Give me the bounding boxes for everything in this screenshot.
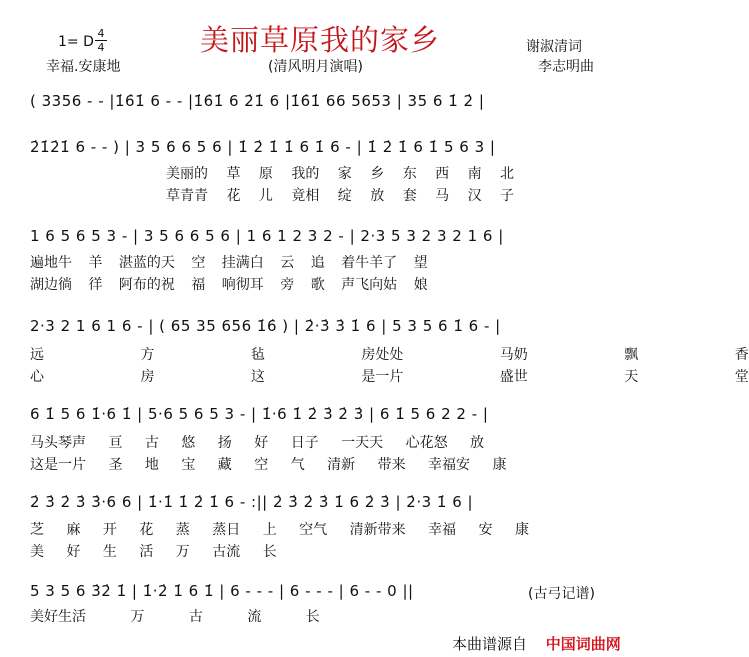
score-row-6-notes: 2̇ 3̇ 2̇ 3̇ 3̇·6 6 | 1̇·1̇ 1̇ 2̇ 1̇ 6 - :|| 2̇ 3̇ 2̇ 3̇ 1̇ 6 2̇ 3̇ | 2̇·3 1̇ 6 |: [30, 493, 474, 511]
performer: (清风明月演唱): [268, 59, 363, 75]
time-sig-bottom: 4: [97, 41, 105, 54]
score-row-2-lyrics-1: 美丽的 草 原 我的 家 乡 东 西 南 北: [166, 166, 515, 182]
score-row-2-notes: 2̇1̇2̇1̇ 6 - - ) | 3 5 6 6 5 6 | 1̇ 2̇ 1̇ 1̇ 6 1̇ 6 - | 1̇ 2̇ 1̇ 6 1̇ 5 6 3 |: [30, 138, 496, 156]
score-row-6-lyrics-1: 芝 麻 开 花 蒸 蒸日 上 空气 清新带来 幸福 安 康: [30, 522, 529, 538]
score-row-3-notes: 1 6 5 6 5 3 - | 3 5 6 6 5 6 | 1 6 1 2 3 2 - | 2·3 5 3 2 3 2 1 6 |: [30, 227, 504, 245]
tempo-marking: 幸福.安康地: [46, 59, 121, 75]
score-row-7-lyrics-1: 美好生活 万 古 流 长: [30, 609, 320, 625]
score-row-3-lyrics-2: 湖边徜 徉 阿布的祝 福 响彻耳 旁 歌 声飞向姑 娘: [30, 277, 428, 293]
transcriber-note: (古弓记谱): [528, 586, 595, 602]
score-row-7-notes: 5 3 5 6 3̇2̇ 1̇ | 1̇·2̇ 1̇ 6 1̇ | 6 - - - | 6 - - - | 6 - - 0 ||: [30, 582, 414, 600]
time-sig-top: 4: [97, 27, 105, 40]
composer: 李志明曲: [538, 59, 594, 75]
footer-source-label: 本曲谱源自: [452, 635, 528, 653]
score-row-4-lyrics-2: 心 房 这 是一片 盛世 天 堂: [30, 369, 749, 385]
song-title: 美丽草原我的家乡: [200, 23, 441, 57]
score-row-6-lyrics-2: 美 好 生 活 万 古流 长: [30, 544, 277, 560]
score-row-5-lyrics-2: 这是一片 圣 地 宝 藏 空 气 清新 带来 幸福安 康: [30, 457, 507, 473]
lyricist: 谢淑清词: [526, 39, 582, 55]
score-row-1-notes: ( 3356 - - |1̇6̇1̇ 6 - - |1̇6̇1̇ 6 2̇1̇ 6 |1̇6̇1̇ 66 5653 | 35 6 1̇ 2̇ |: [30, 92, 485, 110]
time-signature: [95, 28, 107, 53]
score-row-4-notes: 2·3 2 1 6 1 6 - | ( 65 35 656 1̇6̇ ) | 2̇·3̇ 3̇ 1̇ 6 | 5 3 5 6 1̇ 6 - |: [30, 317, 501, 335]
footer-site-link[interactable]: 中国词曲网: [545, 635, 621, 653]
score-row-4-lyrics-1: 远 方 毡 房处处 马奶 飘 香: [30, 347, 749, 363]
score-row-5-notes: 6 1̇ 5 6 1̇·6 1̇ | 5·6 5 6 5 3 - | 1̇·6 1̇ 2̇ 3̇ 2̇ 3̇ | 6 1̇ 5 6 2 2 - |: [30, 405, 489, 423]
score-row-5-lyrics-1: 马头琴声 亘 古 悠 扬 好 日子 一天天 心花怒 放: [30, 435, 485, 451]
key-signature: 1= D: [58, 34, 94, 50]
footer-source: [452, 633, 621, 654]
score-row-3-lyrics-1: 遍地牛 羊 湛蓝的天 空 挂满白 云 追 着牛羊了 望: [30, 255, 428, 271]
score-row-2-lyrics-2: 草青青 花 儿 竟相 绽 放 套 马 汉 子: [166, 188, 515, 204]
